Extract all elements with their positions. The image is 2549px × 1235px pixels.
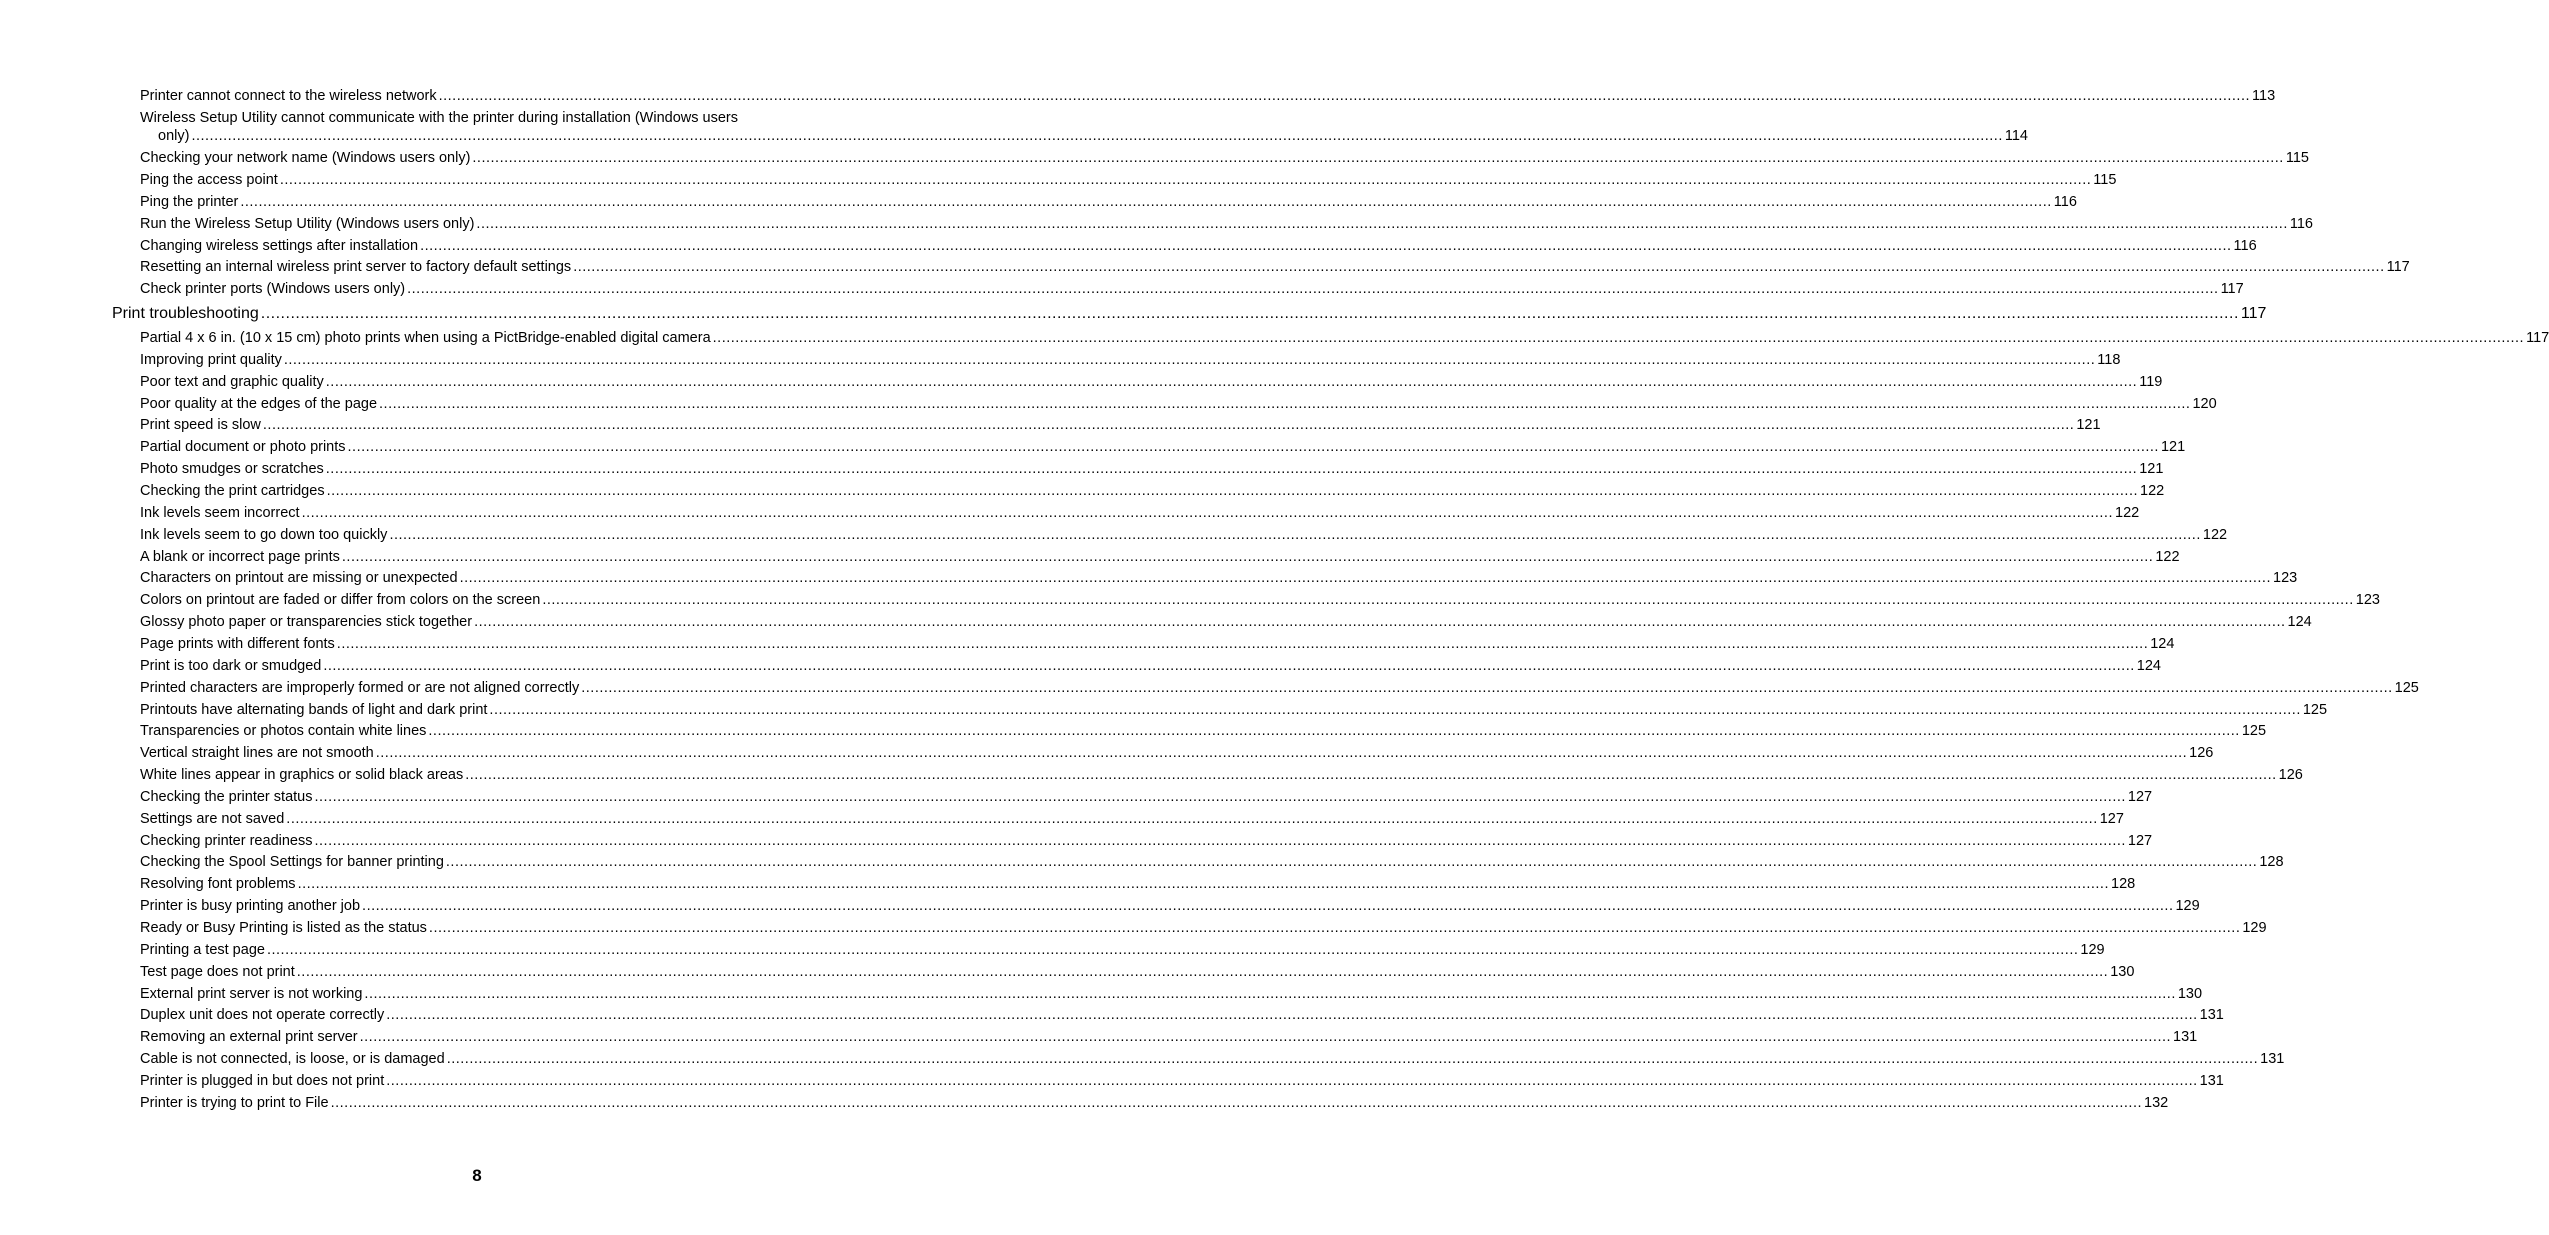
toc-entry-page: 115	[2093, 172, 2117, 188]
toc-entry-page: 122	[2115, 504, 2140, 521]
toc-entry-page: 122	[2155, 548, 2180, 565]
dot-leader: ................................................................................................................................................................................................................................................................................................................................................................................................................	[279, 172, 2092, 188]
toc-entry-title: Page prints with different fonts	[140, 635, 335, 652]
dot-leader: ................................................................................................................................................................................................................................................................................................................................................................................................................	[314, 832, 2126, 849]
dot-leader: ................................................................................................................................................................................................................................................................................................................................................................................................................	[191, 128, 2003, 145]
toc-entry-page: 129	[2242, 920, 2267, 936]
dot-leader: ................................................................................................................................................................................................................................................................................................................................................................................................................	[459, 570, 2271, 587]
toc-entry-title: A blank or incorrect page prints	[140, 548, 340, 565]
toc-entry[interactable]	[140, 678, 2419, 698]
toc-entry-title: Duplex unit does not operate correctly	[140, 1007, 385, 1024]
toc-entry-title: Check printer ports (Windows users only)	[140, 281, 406, 298]
toc-entry-page: 130	[2177, 985, 2203, 1002]
dot-leader: ................................................................................................................................................................................................................................................................................................................................................................................................................	[474, 614, 2286, 631]
toc-entry-page: 119	[2139, 373, 2163, 390]
toc-entry[interactable]	[140, 590, 2380, 610]
toc-entry-title: Checking the Spool Settings for banner printing	[140, 854, 444, 871]
toc-entry-page: 128	[2111, 876, 2136, 893]
dot-leader: ................................................................................................................................................................................................................................................................................................................................................................................................................	[359, 1029, 2172, 1046]
page-number: 8	[472, 1166, 482, 1185]
toc-entry-title: Printer is trying to print to File	[140, 1094, 329, 1111]
dot-leader: ................................................................................................................................................................................................................................................................................................................................................................................................................	[260, 305, 2239, 323]
toc-entry-title: Checking the printer status	[140, 788, 313, 805]
toc-entry[interactable]	[140, 700, 2328, 720]
toc-entry-title: Printing a test page	[140, 941, 265, 958]
toc-entry-title: Ready or Busy Printing is listed as the status	[140, 920, 427, 936]
toc-entry[interactable]	[140, 743, 2214, 763]
dot-leader: ................................................................................................................................................................................................................................................................................................................................................................................................................	[286, 810, 2098, 827]
toc-entry[interactable]	[140, 481, 2165, 501]
toc-entry-page: 123	[2355, 592, 2380, 609]
dot-leader: ................................................................................................................................................................................................................................................................................................................................................................................................................	[347, 439, 2159, 456]
toc-entry-title: Resolving font problems	[140, 876, 296, 893]
toc-entry-title: Print speed is slow	[140, 417, 261, 434]
toc-entry-page: 127	[2127, 788, 2153, 805]
toc-entry[interactable]	[140, 874, 2136, 894]
toc-entry-title: Settings are not saved	[140, 810, 285, 827]
toc-entry-title: Printer cannot connect to the wireless network	[140, 88, 437, 104]
toc-entry[interactable]	[140, 612, 2312, 632]
toc-entry-page: 123	[2273, 570, 2298, 587]
toc-entry-page: 117	[2220, 281, 2244, 298]
toc-entry-title: Printer is busy printing another job	[140, 898, 361, 915]
toc-entry-page: 132	[2144, 1094, 2169, 1111]
dot-leader: ................................................................................................................................................................................................................................................................................................................................................................................................................	[336, 635, 2149, 652]
toc-entry[interactable]	[158, 126, 2028, 146]
dot-leader: ................................................................................................................................................................................................................................................................................................................................................................................................................	[446, 1051, 2259, 1068]
toc-entry-title: Removing an external print server	[140, 1029, 358, 1046]
toc-entry-title: Partial 4 x 6 in. (10 x 15 cm) photo prints when using a PictBridge-enabled digital camera	[140, 330, 711, 346]
dot-leader: ................................................................................................................................................................................................................................................................................................................................................................................................................	[476, 215, 2288, 232]
toc-entry[interactable]	[140, 394, 2217, 414]
toc-entry[interactable]	[140, 962, 2135, 982]
toc-entry-title: Checking the print cartridges	[140, 483, 325, 499]
toc-entry[interactable]	[140, 984, 2203, 1004]
dot-leader: ................................................................................................................................................................................................................................................................................................................................................................................................................	[262, 417, 2075, 434]
toc-entry[interactable]	[140, 214, 2313, 234]
toc-entry-page: 115	[2285, 150, 2309, 167]
toc-entry-title: Poor text and graphic quality	[140, 373, 324, 390]
toc-entry-title: Ping the printer	[140, 193, 239, 210]
toc-entry-title: only)	[158, 128, 190, 145]
toc-entry-page: 116	[2289, 215, 2313, 232]
toc-entry[interactable]	[140, 236, 2257, 256]
toc-entry[interactable]	[140, 170, 2117, 190]
toc-entry-title: Test page does not print	[140, 963, 295, 980]
toc-entry[interactable]	[140, 568, 2298, 588]
toc-entry-title: External print server is not working	[140, 985, 363, 1002]
toc-entry-page: 116	[2053, 193, 2077, 210]
dot-leader: ................................................................................................................................................................................................................................................................................................................................................................................................................	[266, 941, 2079, 958]
toc-entry-title: Poor quality at the edges of the page	[140, 395, 378, 412]
dot-leader: ................................................................................................................................................................................................................................................................................................................................................................................................................	[386, 1072, 2198, 1089]
toc-entry-title: Printer is plugged in but does not print	[140, 1072, 385, 1089]
toc-entry[interactable]	[140, 721, 2267, 741]
toc-entry-page: 124	[2136, 657, 2161, 674]
toc-entry-page: 118	[2097, 351, 2121, 368]
toc-entry-title: Photo smudges or scratches	[140, 461, 324, 478]
toc-entry-page: 116	[2233, 237, 2257, 254]
toc-entry[interactable]	[140, 547, 2180, 567]
dot-leader: ................................................................................................................................................................................................................................................................................................................................................................................................................	[283, 351, 2096, 368]
toc-entry-page: 131	[2260, 1051, 2285, 1068]
dot-leader: ................................................................................................................................................................................................................................................................................................................................................................................................................	[472, 150, 2284, 167]
dot-leader: ................................................................................................................................................................................................................................................................................................................................................................................................................	[581, 679, 2393, 696]
toc-entry[interactable]	[140, 787, 2153, 807]
toc-entry[interactable]	[140, 148, 2309, 168]
toc-entry[interactable]	[140, 86, 2276, 106]
toc-entry-title: Transparencies or photos contain white lines	[140, 723, 427, 740]
dot-leader: ................................................................................................................................................................................................................................................................................................................................................................................................................	[240, 193, 2052, 210]
toc-entry[interactable]	[140, 372, 2163, 392]
toc-entry-page: 131	[2199, 1072, 2224, 1089]
toc-entry[interactable]	[140, 437, 2186, 457]
toc-entry[interactable]	[140, 896, 2200, 916]
toc-entry-page: 114	[2004, 128, 2028, 145]
dot-leader: ................................................................................................................................................................................................................................................................................................................................................................................................................	[375, 745, 2188, 762]
toc-entry-title: Ink levels seem incorrect	[140, 504, 300, 521]
toc-entry-page: 128	[2259, 854, 2284, 871]
dot-leader: ................................................................................................................................................................................................................................................................................................................................................................................................................	[323, 657, 2135, 674]
toc-entry-page: 130	[2110, 963, 2135, 980]
dot-leader: ................................................................................................................................................................................................................................................................................................................................................................................................................	[325, 461, 2138, 478]
toc-entry-title: Checking printer readiness	[140, 832, 313, 849]
toc-entry-page: 131	[2173, 1029, 2198, 1046]
dot-leader: ................................................................................................................................................................................................................................................................................................................................................................................................................	[573, 259, 2385, 276]
toc-entry-title: Glossy photo paper or transparencies stick together	[140, 614, 473, 631]
dot-leader: ................................................................................................................................................................................................................................................................................................................................................................................................................	[386, 1007, 2198, 1024]
toc-entry-page: 117	[2386, 259, 2410, 276]
toc-entry[interactable]	[140, 350, 2121, 370]
toc-entry-title: Improving print quality	[140, 351, 282, 368]
toc-entry[interactable]	[140, 257, 2410, 277]
toc-entry[interactable]	[140, 1005, 2224, 1025]
toc-section-entry[interactable]	[112, 304, 2267, 324]
dot-leader: ................................................................................................................................................................................................................................................................................................................................................................................................................	[379, 395, 2191, 412]
toc-entry[interactable]	[140, 809, 2124, 829]
dot-leader: ................................................................................................................................................................................................................................................................................................................................................................................................................	[428, 723, 2240, 740]
toc-entry[interactable]	[140, 1093, 2169, 1113]
toc-entry-page: 126	[2189, 745, 2214, 762]
toc-entry-page: 122	[2140, 483, 2165, 499]
toc-entry-page: 121	[2139, 461, 2164, 478]
dot-leader: ................................................................................................................................................................................................................................................................................................................................................................................................................	[330, 1094, 2143, 1111]
dot-leader: ................................................................................................................................................................................................................................................................................................................................................................................................................	[407, 281, 2219, 298]
toc-entry[interactable]	[140, 459, 2164, 479]
dot-leader: ................................................................................................................................................................................................................................................................................................................................................................................................................	[362, 898, 2174, 915]
toc-entry-title: Characters on printout are missing or unexpected	[140, 570, 458, 587]
toc-entry[interactable]	[140, 192, 2077, 212]
toc-entry-page: 131	[2199, 1007, 2224, 1024]
toc-entry-page: 125	[2302, 701, 2328, 718]
toc-entry-page: 124	[2287, 614, 2312, 631]
toc-entry-page: 125	[2394, 679, 2419, 696]
toc-entry-title: Changing wireless settings after installation	[140, 237, 419, 254]
dot-leader: ................................................................................................................................................................................................................................................................................................................................................................................................................	[341, 548, 2154, 565]
toc-entry-page: 113	[2252, 88, 2276, 104]
dot-leader: ................................................................................................................................................................................................................................................................................................................................................................................................................	[297, 876, 2109, 893]
toc-entry[interactable]	[140, 279, 2244, 299]
dot-leader: ................................................................................................................................................................................................................................................................................................................................................................................................................	[296, 963, 2109, 980]
toc-entry-title: Checking your network name (Windows users only)	[140, 150, 471, 167]
dot-leader: ................................................................................................................................................................................................................................................................................................................................................................................................................	[465, 767, 2277, 783]
toc-entry-title: Run the Wireless Setup Utility (Windows users only)	[140, 215, 475, 232]
toc-entry-title: Print troubleshooting	[112, 305, 259, 323]
toc-entry-page: 129	[2080, 941, 2105, 958]
toc-entry-page: 124	[2150, 635, 2175, 652]
toc-entry[interactable]	[140, 918, 2267, 938]
toc-entry[interactable]	[140, 831, 2153, 851]
dot-leader: ................................................................................................................................................................................................................................................................................................................................................................................................................	[301, 504, 2113, 521]
dot-leader: ................................................................................................................................................................................................................................................................................................................................................................................................................	[314, 788, 2126, 805]
toc-entry-title: Cable is not connected, is loose, or is damaged	[140, 1051, 445, 1068]
toc-entry-title: Partial document or photo prints	[140, 439, 346, 456]
toc-entry-page: 117	[2526, 330, 2549, 346]
dot-leader: ................................................................................................................................................................................................................................................................................................................................................................................................................	[364, 985, 2176, 1002]
toc-entry[interactable]	[140, 852, 2284, 872]
toc-entry[interactable]	[140, 503, 2140, 523]
toc-entry[interactable]	[140, 1049, 2285, 1069]
toc-entry-title: Ink levels seem to go down too quickly	[140, 526, 388, 543]
toc-entry[interactable]	[140, 525, 2228, 545]
toc-entry-page: 117	[2240, 305, 2267, 323]
dot-leader: ................................................................................................................................................................................................................................................................................................................................................................................................................	[325, 373, 2138, 390]
dot-leader: ................................................................................................................................................................................................................................................................................................................................................................................................................	[420, 237, 2232, 254]
toc-entry[interactable]	[140, 1071, 2224, 1091]
dot-leader: ................................................................................................................................................................................................................................................................................................................................................................................................................	[438, 88, 2251, 104]
dot-leader: ................................................................................................................................................................................................................................................................................................................................................................................................................	[489, 701, 2301, 718]
dot-leader: ................................................................................................................................................................................................................................................................................................................................................................................................................	[326, 483, 2139, 499]
toc-entry-title: Resetting an internal wireless print server to factory default settings	[140, 259, 572, 276]
toc-entry-page: 126	[2278, 767, 2303, 783]
dot-leader: ................................................................................................................................................................................................................................................................................................................................................................................................................	[445, 854, 2258, 871]
dot-leader: ................................................................................................................................................................................................................................................................................................................................................................................................................	[712, 330, 2525, 346]
toc-entry-title: Print is too dark or smudged	[140, 657, 322, 674]
toc-entry-page: 121	[2160, 439, 2186, 456]
toc-entry[interactable]	[140, 940, 2105, 960]
toc-entry-page: 122	[2202, 526, 2228, 543]
toc-entry-title: Ping the access point	[140, 172, 278, 188]
toc-entry[interactable]	[140, 656, 2161, 676]
toc-entry-page: 129	[2175, 898, 2200, 915]
toc-entry-page: 120	[2192, 395, 2217, 412]
toc-entry[interactable]	[140, 1027, 2198, 1047]
toc-entry-title: Vertical straight lines are not smooth	[140, 745, 374, 762]
toc-entry-title: Printouts have alternating bands of light and dark print	[140, 701, 488, 718]
dot-leader: ................................................................................................................................................................................................................................................................................................................................................................................................................	[542, 592, 2354, 609]
dot-leader: ................................................................................................................................................................................................................................................................................................................................................................................................................	[389, 526, 2201, 543]
toc-entry-title: Printed characters are improperly formed or are not aligned correctly	[140, 679, 580, 696]
toc-entry-page: 127	[2127, 832, 2153, 849]
toc-entry[interactable]	[140, 634, 2175, 654]
dot-leader: ................................................................................................................................................................................................................................................................................................................................................................................................................	[428, 920, 2241, 936]
toc-entry[interactable]	[140, 328, 2549, 348]
toc-entry-title-line: Wireless Setup Utility cannot communicate with the printer during installation (Windows users	[140, 109, 738, 126]
toc-entry-page: 121	[2076, 417, 2101, 434]
toc-entry-title: Colors on printout are faded or differ from colors on the screen	[140, 592, 541, 609]
toc-entry-title: White lines appear in graphics or solid black areas	[140, 767, 464, 783]
toc-entry-page: 127	[2099, 810, 2124, 827]
toc-entry-page: 125	[2241, 723, 2267, 740]
toc-entry[interactable]	[140, 415, 2101, 435]
toc-entry[interactable]	[140, 765, 2303, 785]
